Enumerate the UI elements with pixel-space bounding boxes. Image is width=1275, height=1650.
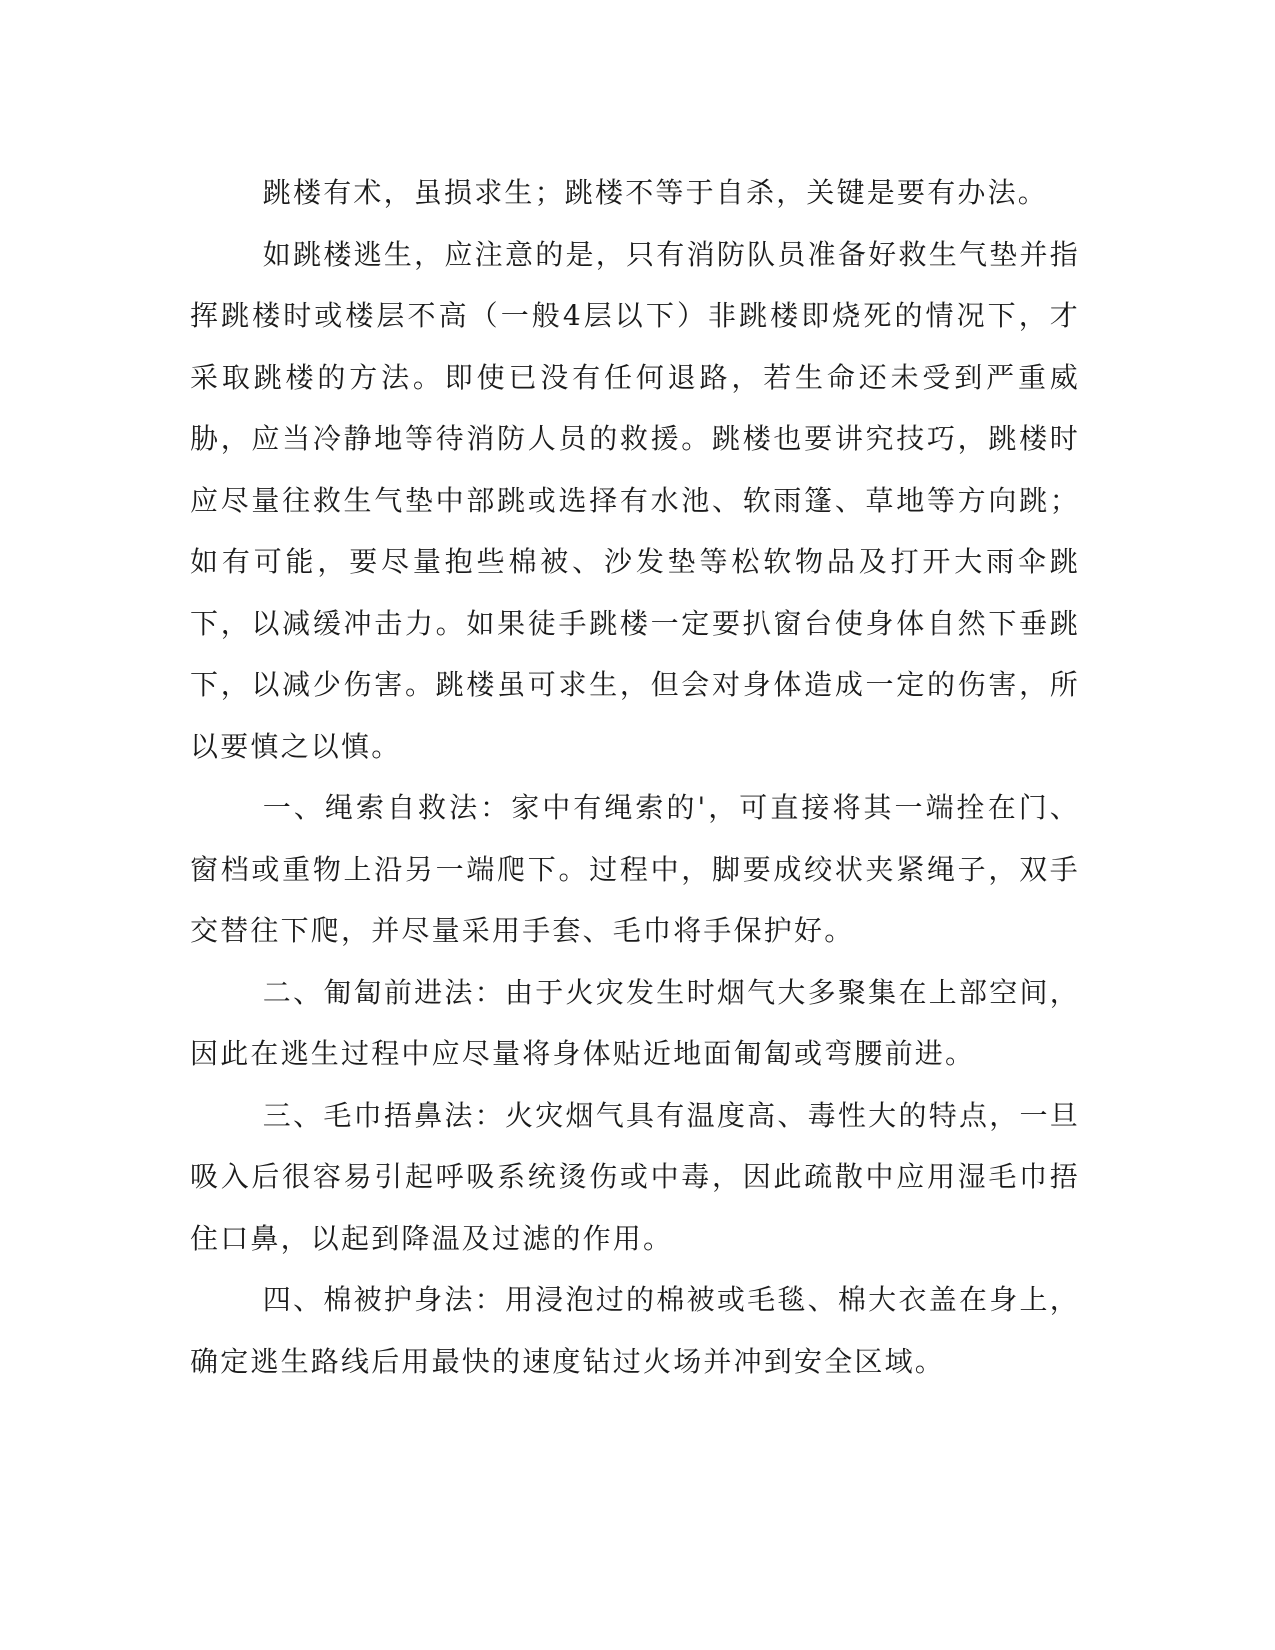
paragraph-towel-method: 三、毛巾捂鼻法：火灾烟气具有温度高、毒性大的特点，一旦吸入后很容易引起呼吸系统烫伤或中毒，因此疏散中应用湿毛巾捂住口鼻，以起到降温及过滤的作用。: [190, 1098, 1080, 1255]
document-body: [190, 162, 1080, 1392]
paragraph-jump-escape: 如跳楼逃生，应注意的是，只有消防队员准备好救生气垫并指挥跳楼时或楼层不高（一般4层以下）非跳楼即烧死的情况下，才采取跳楼的方法。即使已没有任何退路，若生命还未受到严重威胁，应当冷静地等待消防人员的救援。跳楼也要讲究技巧，跳楼时应尽量往救生气垫中部跳或选择有水池、软雨篷、草地等方向跳；如有可能，要尽量抱些棉被、沙发垫等松软物品及打开大雨伞跳下，以减缓冲击力。如果徒手跳楼一定要扒窗台使身体自然下垂跳下，以减少伤害。跳楼虽可求生，但会对身体造成一定的伤害，所以要慎之以慎。: [190, 237, 1080, 763]
paragraph-intro: 跳楼有术，虽损求生；跳楼不等于自杀，关键是要有办法。: [262, 176, 1048, 209]
paragraph-rope-method: 一、绳索自救法：家中有绳索的'，可直接将其一端拴在门、窗档或重物上沿另一端爬下。过程中，脚要成绞状夹紧绳子，双手交替往下爬，并尽量采用手套、毛巾将手保护好。: [190, 791, 1080, 947]
paragraph-crawl-method: 二、匍匐前进法：由于火灾发生时烟气大多聚集在上部空间，因此在逃生过程中应尽量将身体贴近地面匍匐或弯腰前进。: [190, 975, 1080, 1070]
paragraph-quilt-method: 四、棉被护身法：用浸泡过的棉被或毛毯、棉大衣盖在身上，确定逃生路线后用最快的速度钻过火场并冲到安全区域。: [190, 1283, 1080, 1378]
